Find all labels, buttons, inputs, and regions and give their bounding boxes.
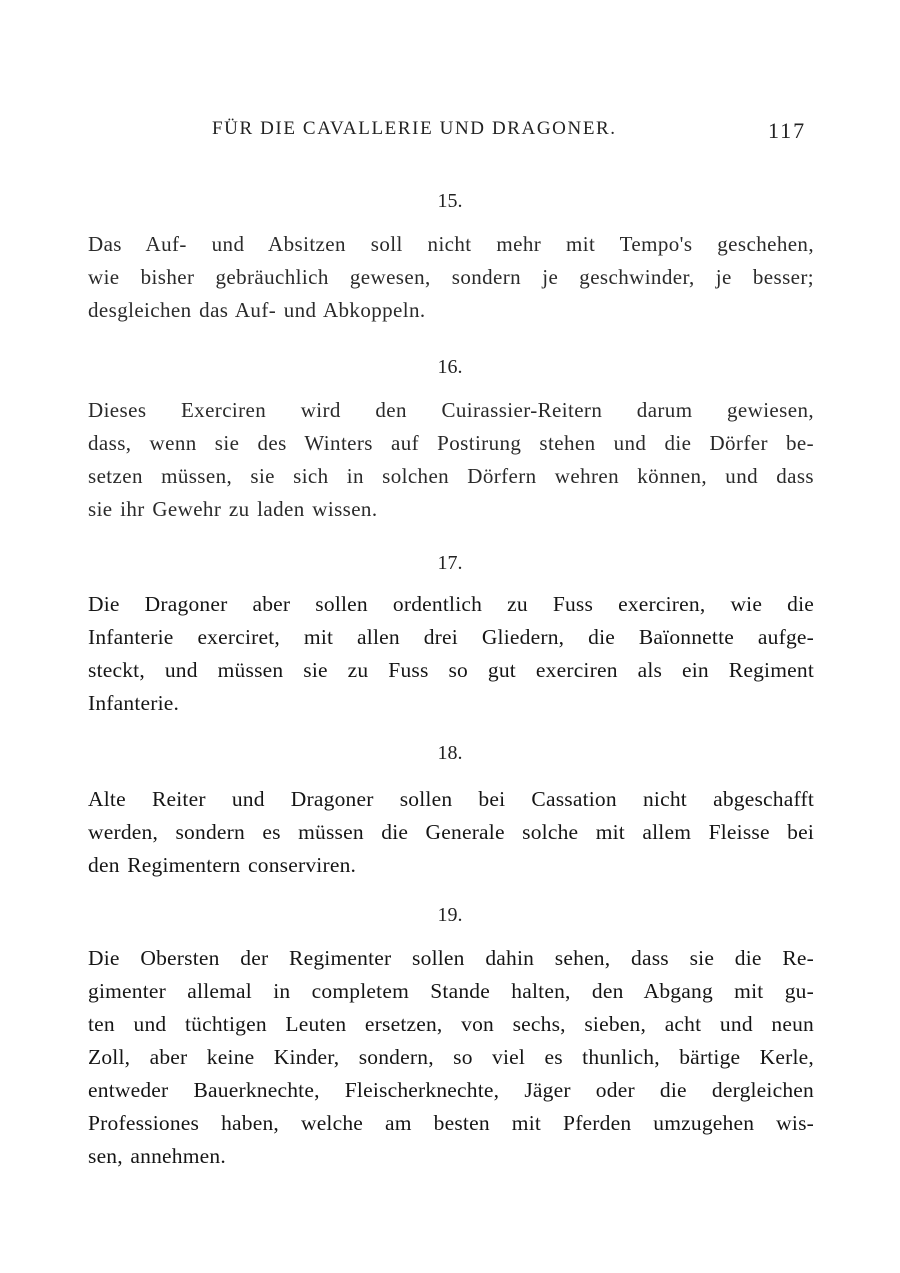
text-line: Professiones haben, welche am besten mit Pferden umzugehen wis- — [88, 1111, 814, 1135]
text-line: Die Dragoner aber sollen ordentlich zu Fuss exerciren, wie die — [88, 592, 814, 616]
page-number: 117 — [768, 118, 807, 143]
text-line: dass, wenn sie des Winters auf Postirung stehen und die Dörfer be- — [88, 431, 814, 455]
text-line: setzen müssen, sie sich in solchen Dörfern wehren können, und dass — [88, 464, 814, 488]
section-number-17: 17. — [437, 552, 463, 574]
paragraph-16 — [88, 394, 814, 526]
text-line: desgleichen das Auf- und Abkoppeln. — [88, 298, 426, 322]
text-line: Alte Reiter und Dragoner sollen bei Cassation nicht abgeschafft — [88, 787, 814, 811]
text-line: gimenter allemal in completem Stande halten, den Abgang mit gu- — [88, 979, 814, 1003]
paragraph-18 — [88, 783, 814, 882]
section-number-18: 18. — [437, 742, 463, 764]
text-line: werden, sondern es müssen die Generale solche mit allem Fleisse bei — [88, 820, 814, 844]
text-line: sen, annehmen. — [88, 1144, 226, 1168]
running-title: FÜR DIE CAVALLERIE UND DRAGONER. — [212, 118, 617, 139]
text-line: Dieses Exerciren wird den Cuirassier-Reitern darum gewiesen, — [88, 398, 814, 422]
section-number-15: 15. — [437, 190, 463, 212]
section-number-16: 16. — [437, 356, 463, 378]
paragraph-17 — [88, 588, 814, 720]
paragraph-15 — [88, 228, 814, 327]
text-line: entweder Bauerknechte, Fleischerknechte, Jäger oder die dergleichen — [88, 1078, 814, 1102]
text-line: wie bisher gebräuchlich gewesen, sondern je geschwinder, je besser; — [88, 265, 814, 289]
text-line: ten und tüchtigen Leuten ersetzen, von sechs, sieben, acht und neun — [88, 1012, 814, 1036]
text-line: Infanterie exerciret, mit allen drei Gliedern, die Baïonnette aufge- — [88, 625, 814, 649]
text-line: Das Auf- und Absitzen soll nicht mehr mit Tempo's geschehen, — [88, 232, 814, 256]
section-number-19: 19. — [437, 904, 463, 926]
text-line: Zoll, aber keine Kinder, sondern, so viel es thunlich, bärtige Kerle, — [88, 1045, 814, 1069]
text-line: Infanterie. — [88, 691, 180, 715]
text-line: Die Obersten der Regimenter sollen dahin sehen, dass sie die Re- — [88, 946, 814, 970]
text-line: sie ihr Gewehr zu laden wissen. — [88, 497, 378, 521]
text-line: den Regimentern conserviren. — [88, 853, 357, 877]
text-line: steckt, und müssen sie zu Fuss so gut exerciren als ein Regiment — [88, 658, 814, 682]
paragraph-19 — [88, 942, 814, 1173]
